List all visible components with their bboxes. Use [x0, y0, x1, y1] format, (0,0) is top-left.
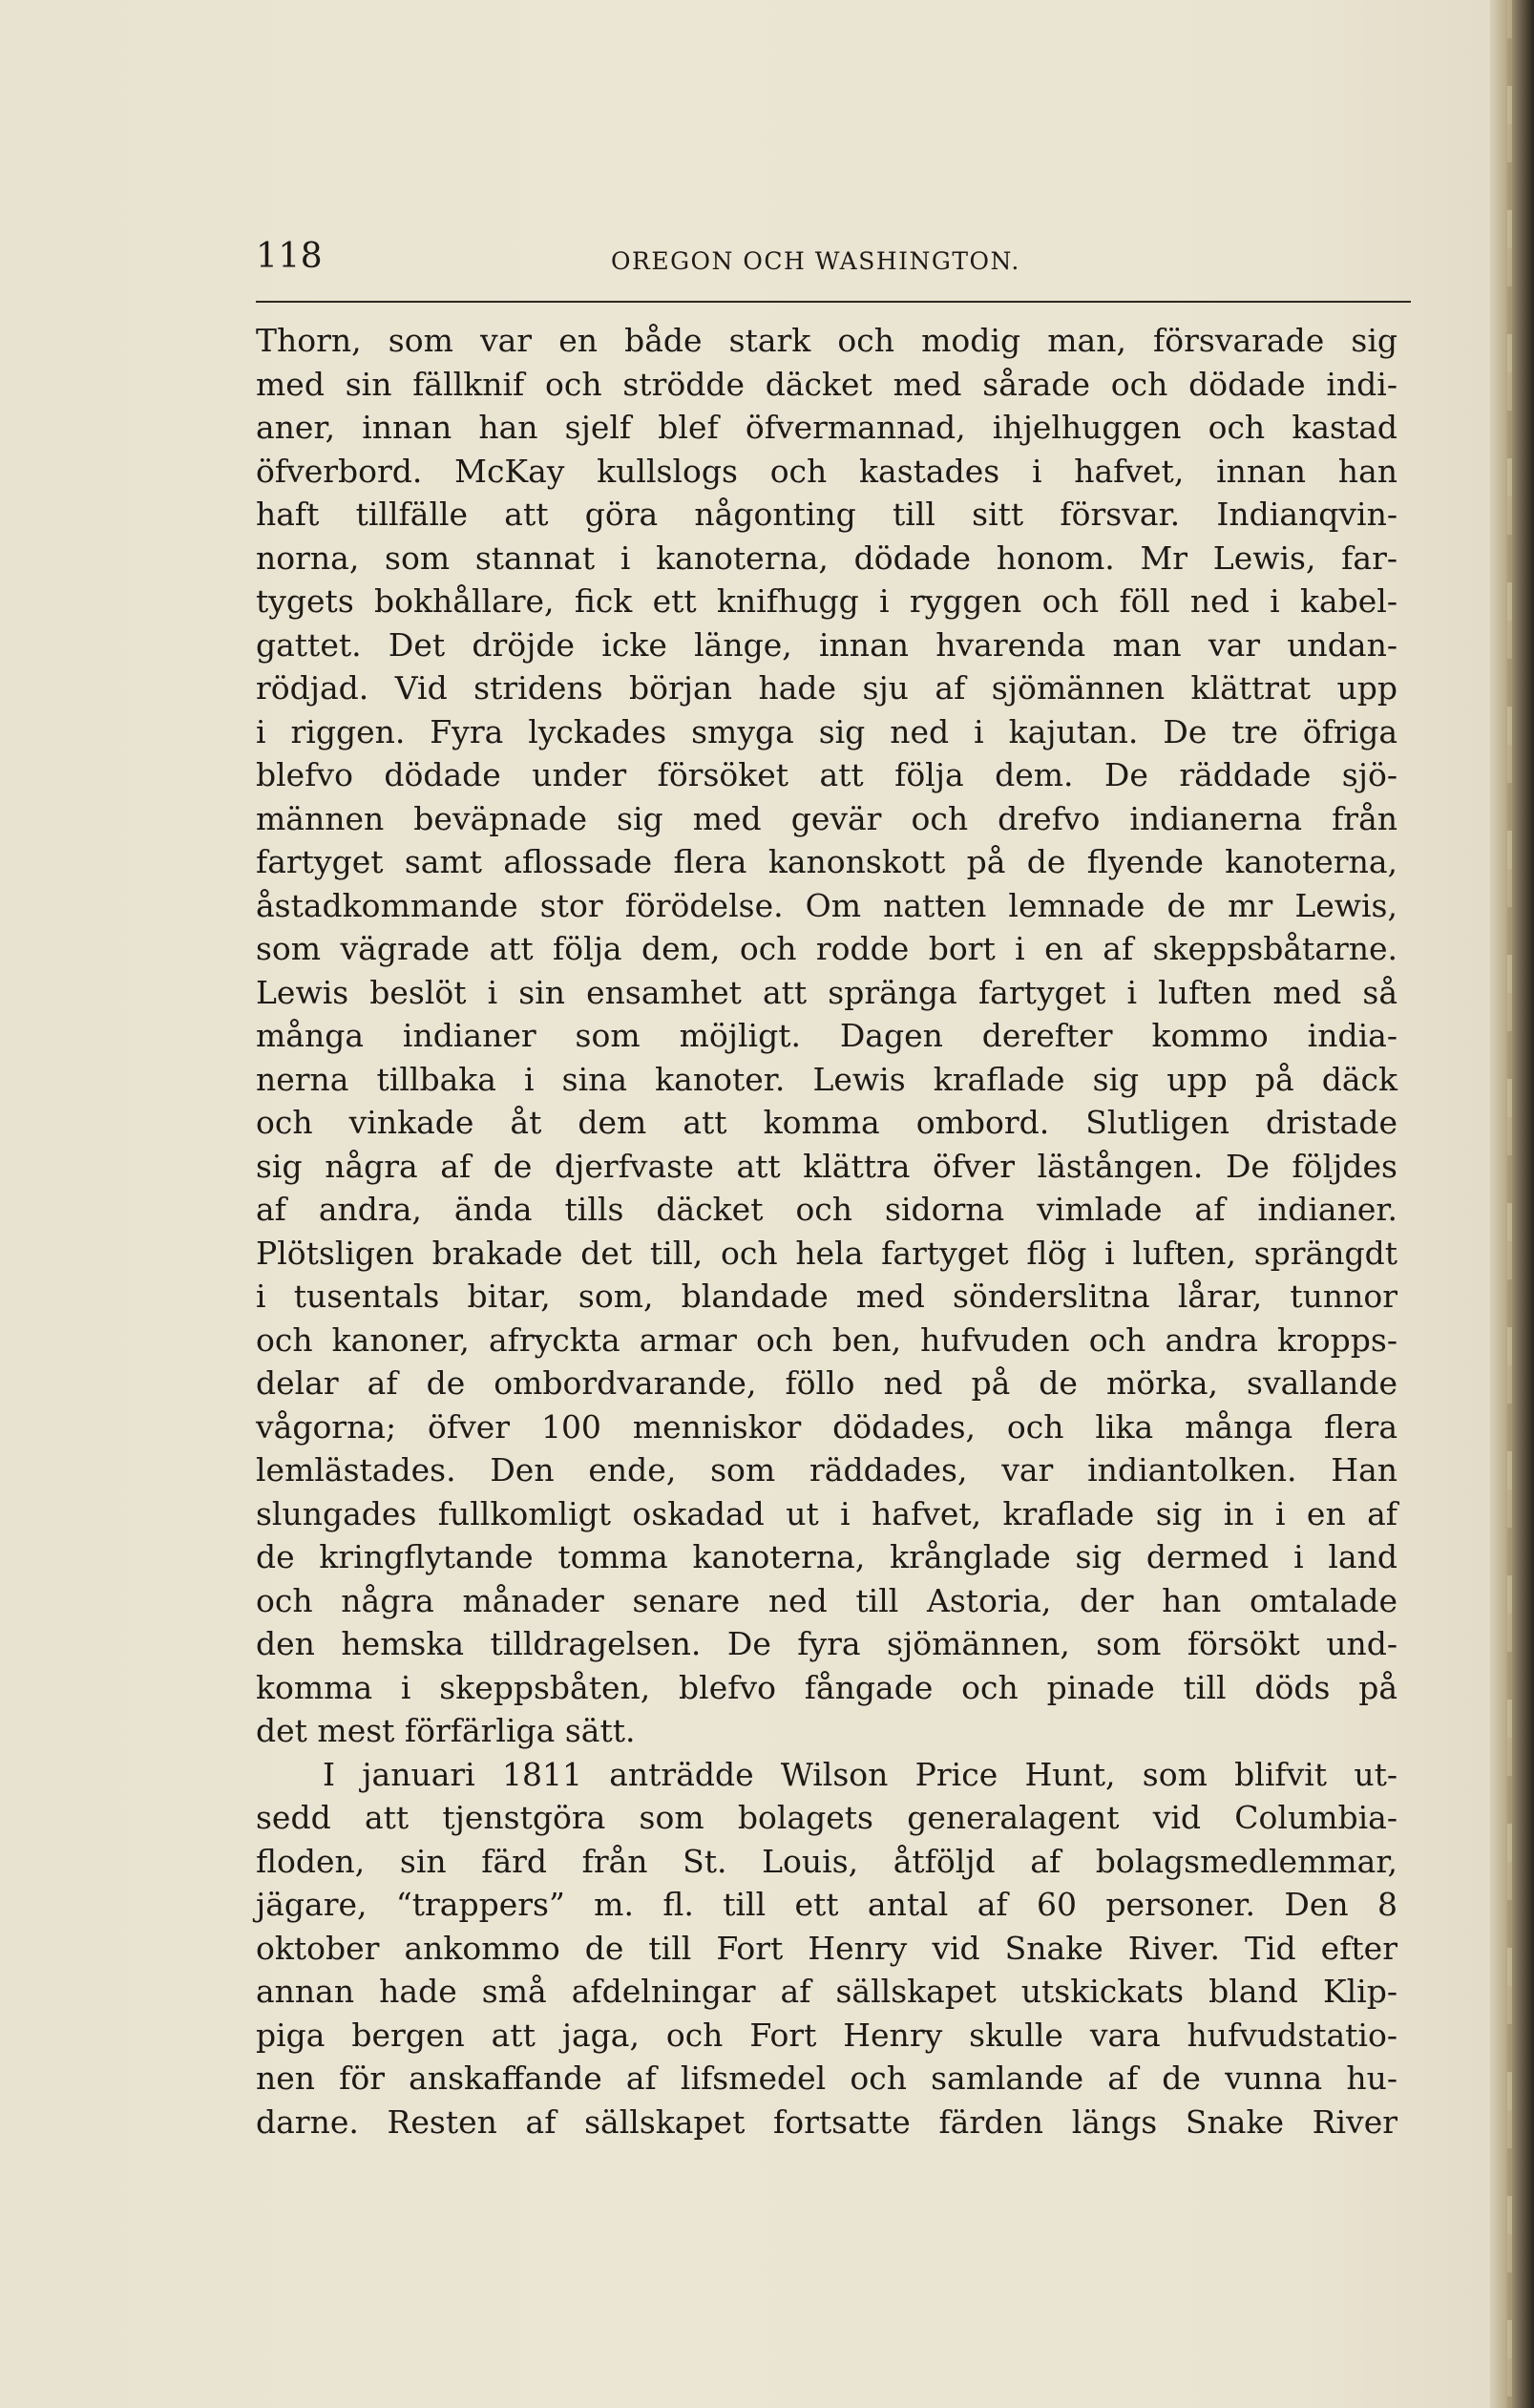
- text-line: öfverbord. McKay kullslogs och kastades i hafvet, innan han: [256, 452, 1397, 490]
- text-line: aner, innan han sjelf blef öfvermannad, ihjelhuggen och kastad: [256, 409, 1397, 446]
- text-line: oktober ankommo de till Fort Henry vid Snake River. Tid efter: [256, 1929, 1397, 1967]
- text-line: många indianer som möjligt. Dagen derefter kommo india-: [256, 1017, 1397, 1054]
- text-line: af andra, ända tills däcket och sidorna vimlade af indianer.: [256, 1191, 1397, 1228]
- body-text: [256, 319, 1397, 2144]
- text-line: blefvo dödade under försöket att följa dem. De räddade sjö-: [256, 756, 1397, 793]
- text-line: det mest förfärliga sätt.: [256, 1712, 636, 1749]
- text-line: i riggen. Fyra lyckades smyga sig ned i kajutan. De tre öfriga: [256, 712, 1397, 750]
- text-line: sig några af de djerfvaste att klättra öfver lästången. De följdes: [256, 1147, 1397, 1185]
- text-line: gattet. Det dröjde icke länge, innan hvarenda man var undan-: [256, 625, 1397, 664]
- text-line: haft tillfälle att göra någonting till sitt försvar. Indianqvin-: [256, 496, 1397, 533]
- text-line: annan hade små afdelningar af sällskapet utskickats bland Klip-: [256, 1973, 1397, 2010]
- text-line: vågorna; öfver 100 menniskor dödades, och lika många flera: [256, 1407, 1397, 1446]
- text-line: Lewis beslöt i sin ensamhet att spränga fartyget i luften med så: [256, 973, 1397, 1011]
- text-line: sedd att tjenstgöra som bolagets generalagent vid Columbia-: [256, 1799, 1397, 1836]
- text-line: i tusentals bitar, som, blandade med sönderslitna lårar, tunnor: [256, 1278, 1397, 1315]
- running-head: OREGON OCH WASHINGTON.: [611, 247, 1020, 275]
- text-line: komma i skeppsbåten, blefvo fångade och pinade till döds på: [256, 1668, 1397, 1706]
- text-line: darne. Resten af sällskapet fortsatte färden längs Snake River: [256, 2102, 1397, 2141]
- page-header: [256, 237, 1371, 294]
- text-line: delar af de ombordvarande, föllo ned på de mörka, svallande: [256, 1364, 1397, 1402]
- text-line: Plötsligen brakade det till, och hela fartyget flög i luften, sprängdt: [256, 1234, 1397, 1272]
- text-line: tygets bokhållare, fick ett knifhugg i ryggen och föll ned i kabel-: [256, 582, 1397, 620]
- text-line: som vägrade att följa dem, och rodde bort i en af skeppsbåtarne.: [256, 930, 1397, 967]
- text-line: piga bergen att jaga, och Fort Henry skulle vara hufvudstatio-: [256, 2016, 1397, 2054]
- text-line: och vinkade åt dem att komma ombord. Slutligen dristade: [256, 1104, 1397, 1141]
- text-line: jägare, “trappers” m. fl. till ett antal af 60 personer. Den 8: [256, 1886, 1397, 1923]
- text-line: fartyget samt aflossade flera kanonskott på de flyende kanoterna,: [256, 843, 1397, 880]
- page-edge-shadow: [1490, 0, 1534, 2408]
- text-line: rödjad. Vid stridens början hade sju af sjömännen klättrat upp: [256, 669, 1397, 707]
- text-line: Thorn, som var en både stark och modig man, försvarade sig: [256, 322, 1397, 359]
- text-line: åstadkommande stor förödelse. Om natten lemnade de mr Lewis,: [256, 886, 1397, 924]
- text-line: I januari 1811 anträdde Wilson Price Hunt, som blifvit ut-: [323, 1755, 1397, 1793]
- text-line: norna, som stannat i kanoterna, dödade honom. Mr Lewis, far-: [256, 539, 1397, 577]
- text-line: den hemska tilldragelsen. De fyra sjömännen, som försökt und-: [256, 1625, 1397, 1662]
- text-line: nen för anskaffande af lifsmedel och samlande af de vunna hu-: [256, 2059, 1397, 2097]
- text-line: lemlästades. Den ende, som räddades, var indiantolken. Han: [256, 1451, 1397, 1489]
- text-line: och kanoner, afryckta armar och ben, hufvuden och andra kropps-: [256, 1320, 1397, 1359]
- text-line: med sin fällknif och strödde däcket med sårade och dödade indi-: [256, 365, 1397, 403]
- text-line: floden, sin färd från St. Louis, åtföljd af bolagsmedlemmar,: [256, 1842, 1397, 1880]
- text-line: och några månader senare ned till Astoria, der han omtalade: [256, 1581, 1397, 1619]
- text-line: männen beväpnade sig med gevär och drefvo indianerna från: [256, 799, 1397, 837]
- text-line: slungades fullkomligt oskadad ut i hafvet, kraflade sig in i en af: [256, 1494, 1397, 1532]
- page-number: 118: [256, 237, 324, 276]
- text-line: de kringflytande tomma kanoterna, krånglade sig dermed i land: [256, 1538, 1397, 1575]
- text-line: nerna tillbaka i sina kanoter. Lewis kraflade sig upp på däck: [256, 1060, 1397, 1098]
- header-rule: [256, 301, 1411, 303]
